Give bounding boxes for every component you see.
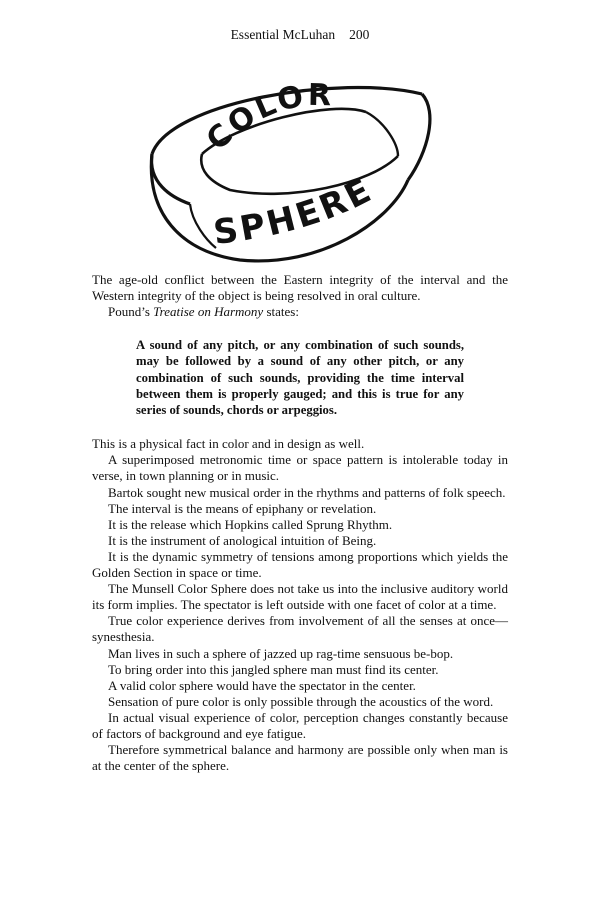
paragraph: This is a physical fact in color and in design as well. — [92, 436, 365, 452]
paragraph: It is the instrument of anological intuition of Being. — [108, 532, 377, 548]
paragraph: A superimposed metronomic time or space pattern is intolerable today in verse, in town planning or in music. — [92, 452, 508, 484]
page-header — [0, 27, 600, 43]
ring-front-edge-upper — [152, 154, 190, 204]
ring-inner-right — [366, 112, 398, 156]
paragraph: Man lives in such a sphere of jazzed up rag-time sensuous be-bop. — [108, 645, 454, 661]
book-title: Essential McLuhan — [230, 27, 336, 42]
book-title-treatise: Treatise on Harmony — [153, 304, 264, 320]
ring-right-edge — [408, 94, 430, 180]
body-text — [92, 272, 508, 774]
paragraph: In actual visual experience of color, perception changes constantly because of factors of background and eye fatigue. — [92, 709, 508, 741]
page-number: 200 — [349, 27, 370, 42]
ring-fold-left — [190, 204, 216, 248]
paragraph: The Munsell Color Sphere does not take us into the inclusive auditory world its form implies. The spectator is left outside with one facet of color at a time. — [92, 581, 508, 613]
paragraph: It is the release which Hopkins called Sprung Rhythm. — [108, 516, 393, 532]
paragraph: Therefore symmetrical balance and harmony are possible only when man is at the center of the sphere. — [92, 742, 508, 774]
paragraph: True color experience derives from involvement of all the senses at once—synesthesia. — [92, 613, 508, 645]
color-sphere-ring-drawing — [140, 72, 440, 267]
color-sphere-illustration — [140, 72, 440, 267]
paragraph-treatise: Pound’s Treatise on Harmony states: — [108, 304, 299, 320]
paragraph: It is the dynamic symmetry of tensions among proportions which yields the Golden Section in space or time. — [92, 548, 508, 581]
block-quote: A sound of any pitch, or any combination of such sounds, may be followed by a sound of any other pitch, or any combination of such sounds, providing the time interval between them is properly gauged; and this is true for any series of sounds, chords or arpeggios. — [136, 338, 464, 418]
ring-word-color: COLOR — [199, 77, 335, 158]
paragraph: Sensation of pure color is only possible through the acoustics of the word. — [108, 693, 494, 709]
paragraph: The interval is the means of epiphany or revelation. — [108, 500, 377, 516]
paragraph: The age-old conflict between the Eastern integrity of the interval and the Western integrity of the object is being resolved in oral culture. — [92, 272, 508, 304]
paragraph: Bartok sought new musical order in the rhythms and patterns of folk speech. — [108, 484, 506, 500]
ring-word-sphere: SPHERE — [211, 169, 380, 254]
paragraph: A valid color sphere would have the spectator in the center. — [108, 677, 416, 693]
paragraph: To bring order into this jangled sphere man must find its center. — [108, 661, 439, 677]
